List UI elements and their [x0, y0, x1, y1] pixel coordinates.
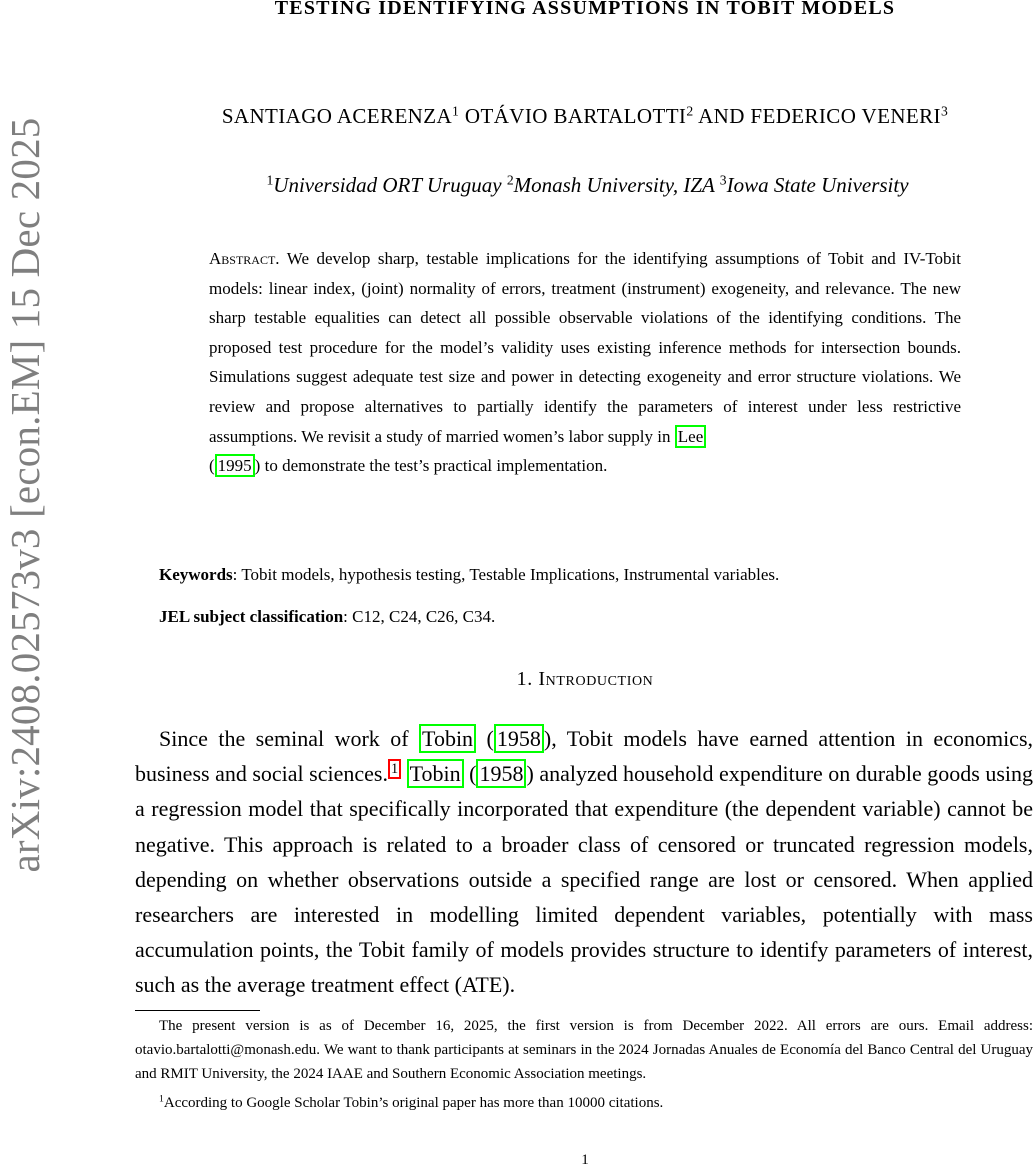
affil-1: Universidad ORT Uruguay: [273, 173, 502, 197]
footnote-1-text: According to Google Scholar Tobin’s original paper has more than 10000 citations.: [163, 1094, 664, 1111]
abstract-label: Abstract.: [209, 249, 280, 268]
jel-label: JEL subject classification: [159, 607, 344, 626]
citation-link-tobin-2[interactable]: Tobin: [407, 759, 464, 788]
arxiv-id: arXiv:2408.02573v3 [econ.EM] 15 Dec 2025: [2, 117, 48, 873]
section-number: 1.: [516, 668, 533, 690]
author-2: OTÁVIO BARTALOTTI: [464, 104, 687, 128]
footnote-1: [135, 1091, 1033, 1115]
intro-text-2: , Tobit models have earned attention in economics, business and social sciences.: [135, 726, 1034, 787]
paper-title: TESTING IDENTIFYING ASSUMPTIONS IN TOBIT MODELS: [274, 0, 896, 19]
abstract-text-end: to demonstrate the test’s practical implementation.: [264, 456, 608, 476]
author-2-mark: 2: [686, 103, 694, 119]
author-3-mark: 3: [940, 103, 949, 119]
affil-2: Monash University, IZA: [513, 173, 715, 197]
page-number: 1: [581, 1152, 589, 1168]
footnote-1-mark: 1: [159, 1093, 164, 1105]
keywords: [159, 565, 1019, 585]
citation-link-tobin-2-year[interactable]: 1958: [476, 759, 526, 788]
intro-text-3: analyzed household expenditure on durable goods using a regression model that specifically incorporated that expenditure (the dependent variable) cannot be negative. This approach is related to a broader class of censored or truncated regression models, depending on whether observations outside a specified range are lost or censored. When applied researchers are interested in modelling limited dependent variables, potentially with mass accumulation points, the Tobit family of models provides structure to identify parameters of interest, such as the average treatment effect (ATE).: [135, 761, 1034, 998]
section-title: Introduction: [538, 668, 654, 690]
affil-2-mark: 2: [506, 172, 514, 188]
footnote-version: The present version is as of December 16, 2025, the first version is from December 2022. All errors are ours. Email address: otavio.bartalotti@monash.edu. We want to thank participants at seminars in the 2024 Jornadas Anuales de Economía del Banco Central del Uruguay and RMIT University, the 2024 IAAE and Southern Economic Association meetings.: [135, 1018, 1033, 1083]
affil-3-mark: 3: [719, 172, 727, 188]
arxiv-stamp: [0, 95, 50, 895]
affil-3: Iowa State University: [726, 173, 909, 197]
jel-text: : C12, C24, C26, C34.: [343, 607, 496, 626]
section-heading: [0, 668, 1035, 691]
intro-paragraph: Since the seminal work of Tobin ( 1958 ), Tobit models have earned attention in economics, business and social sciences. $^1$ Tobin ( 1958 ) analyzed household expenditure on durable goods using a regression model that specifically incorporated that expenditure (the dependent variable) cannot be negative. This approach is related to a broader class of censored or truncated regression models, depending on whether observations outside a specified range are lost or censored. When applied researchers are interested in modelling limited dependent variables, potentially with mass accumulation points, the Tobit family of models provides structure to identify parameters of interest, such as the average treatment effect (ATE).: [135, 726, 1034, 998]
footnote-rule: [135, 1010, 260, 1011]
citation-link-lee[interactable]: Lee: [675, 425, 706, 448]
author-1-mark: 1: [452, 103, 460, 119]
intro-text-1: Since the seminal work of: [159, 726, 409, 751]
keywords-text: : Tobit models, hypothesis testing, Testable Implications, Instrumental variables.: [232, 565, 780, 584]
abstract: Abstract. We develop sharp, testable implications for the identifying assumptions of Tobit and IV-Tobit models: linear index, (joint) normality of errors, treatment (instrument) exogeneity, and relevance. The new sharp testable equalities can detect all possible observable violations of the identifying conditions. The proposed test procedure for the model’s validity uses existing inference methods for intersection bounds. Simulations suggest adequate test size and power in detecting exogeneity and error structure violations. We review and propose alternatives to partially identify the parameters of interest under less restrictive assumptions. We revisit a study of married women’s labor supply in Lee ( 1995 ) to demonstrate the test’s practical implementation.: [209, 249, 961, 476]
author-list: [130, 104, 1035, 129]
footnote-link-1[interactable]: 1: [388, 759, 401, 779]
author-1: SANTIAGO ACERENZA: [221, 104, 453, 128]
citation-link-lee-year[interactable]: 1995: [215, 454, 255, 477]
citation-link-tobin-year[interactable]: 1958: [494, 724, 544, 753]
abstract-text: We develop sharp, testable implications for the identifying assumptions of Tobit and IV-Tobit models: linear index, (joint) normality of errors, treatment (instrument) exogeneity, and relevance. The new sharp testable equalities can detect all possible observable violations of the identifying conditions. The proposed test procedure for the model’s validity uses existing inference methods for intersection bounds. Simulations suggest adequate test size and power in detecting exogeneity and error structure violations. We review and propose alternatives to partially identify the parameters of interest under less restrictive assumptions. We revisit a study of married women’s labor supply in: [209, 249, 961, 446]
keywords-label: Keywords: [159, 565, 233, 584]
citation-link-tobin[interactable]: Tobin: [419, 724, 476, 753]
author-3: AND FEDERICO VENERI: [698, 104, 941, 128]
affil-1-mark: 1: [266, 172, 274, 188]
footnotes: [135, 1014, 1033, 1115]
jel-classification: [159, 607, 1019, 627]
affiliations: [130, 173, 1035, 198]
